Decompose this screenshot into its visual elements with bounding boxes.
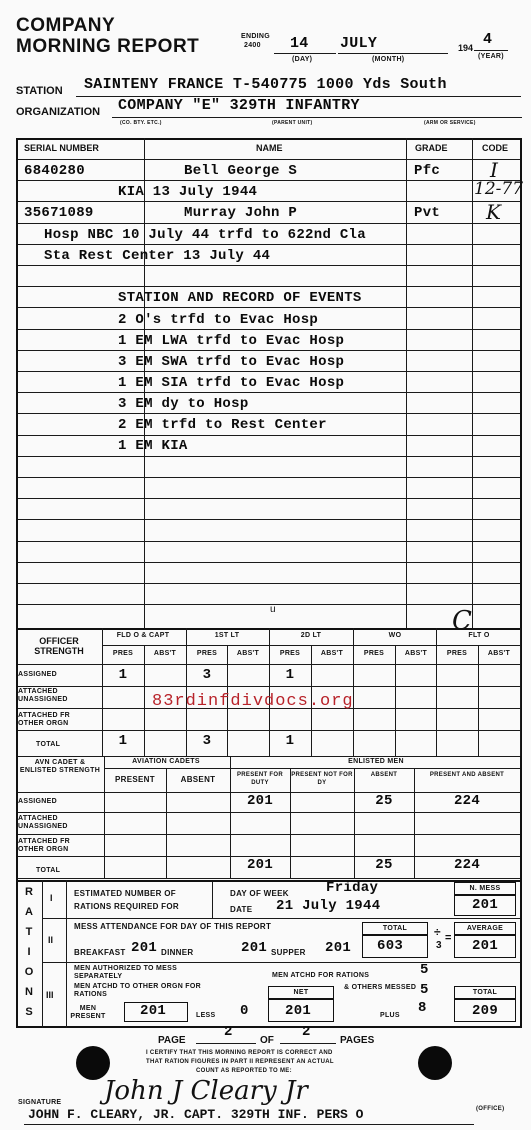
ruled-line (16, 456, 521, 457)
n-mess-value: 201 (471, 897, 499, 913)
officer-sub-header: ABS'T (320, 650, 344, 657)
certify-line-2: THAT RATION FIGURES IN PART II REPRESENT AN ACTUAL (146, 1059, 334, 1065)
roster-grade-1: Pfc (414, 163, 441, 179)
station-label: STATION (16, 85, 63, 97)
divisor-value: 3 (436, 940, 442, 951)
enlisted-row-line (16, 878, 521, 879)
org-caption-unit: (CO. BTY. ETC.) (120, 120, 162, 126)
col-header-grade: GRADE (415, 143, 448, 153)
officer-row-assigned-label: ASSIGNED (18, 671, 57, 678)
ruled-line (16, 307, 521, 308)
enlisted-col-line (104, 756, 105, 878)
total-pages: 2 (302, 1024, 311, 1040)
officer-sub-header: ABS'T (487, 650, 511, 657)
report-year: 4 (483, 31, 493, 48)
flt-o-mark: C (452, 606, 472, 636)
officer-col-line (395, 645, 396, 756)
enlisted-men-header: ENLISTED MEN (348, 758, 404, 765)
date-label: DATE (230, 905, 253, 914)
office-caption: (OFFICE) (476, 1106, 505, 1112)
page-underline (196, 1043, 256, 1044)
rations-side-letter: N (25, 986, 33, 998)
organization-underline (112, 117, 522, 118)
plus-label: PLUS (380, 1012, 400, 1019)
enlisted-row-assigned-label: ASSIGNED (18, 798, 57, 805)
n-mess-label: N. MESS (469, 885, 501, 892)
rank-1st-lt: 1ST LT (214, 632, 240, 639)
events-title: STATION AND RECORD OF EVENTS (118, 290, 362, 306)
supper-value: 201 (325, 940, 352, 956)
enlisted-sub-header: PRESENT FOR DUTY (237, 772, 283, 786)
ruled-line (16, 180, 521, 181)
ruled-line (16, 435, 521, 436)
certify-line-3: COUNT AS REPORTED TO ME: (196, 1068, 292, 1074)
ruled-line (16, 244, 521, 245)
mess-attendance-label: MESS ATTENDANCE FOR DAY OF THIS REPORT (74, 922, 272, 931)
others-messed-value: 5 (420, 982, 429, 998)
officer-sub-header: PRES (112, 650, 134, 657)
supper-label: SUPPER (271, 948, 306, 957)
ending-time: 2400 (244, 42, 261, 49)
ruled-line (16, 350, 521, 351)
ruled-line (16, 329, 521, 330)
page-label: PAGE (158, 1035, 186, 1046)
rations-i-ii-divider (42, 918, 520, 919)
of-label: OF (260, 1035, 274, 1046)
enlisted-cell: 25 (375, 857, 393, 873)
rations-ii-iii-divider (42, 962, 520, 963)
event-line-2: 1 EM LWA trfd to Evac Hosp (118, 333, 345, 349)
report-day: 14 (290, 35, 309, 52)
dinner-value: 201 (241, 940, 268, 956)
day-caption: (DAY) (292, 56, 313, 63)
ruled-line (16, 562, 521, 563)
punch-hole-right (418, 1046, 452, 1080)
roster-name-1: Bell George S (184, 163, 298, 179)
enlisted-cell: 224 (453, 793, 481, 809)
month-underline (338, 53, 448, 54)
plus-value: 8 (418, 1000, 427, 1016)
grade-code-divider (472, 138, 473, 630)
breakfast-value: 201 (131, 940, 158, 956)
roster-remark-1: Hosp NBC 10 July 44 trfd to 622nd Cla (44, 227, 366, 243)
enlisted-row-attached-unassigned-label: ATTACHED UNASSIGNED (18, 815, 68, 830)
day-of-week-value: Friday (326, 880, 379, 896)
men-present-label: MEN PRESENT (70, 1005, 106, 1020)
event-line-7: 1 EM KIA (118, 438, 188, 454)
org-caption-parent: (PARENT UNIT) (272, 120, 313, 126)
event-line-5: 3 EM dy to Hosp (118, 396, 249, 412)
rations-top-border (16, 880, 521, 882)
men-atchd-for-rations-label: MEN ATCHD FOR RATIONS (272, 972, 370, 979)
section-i-numeral: I (50, 893, 53, 903)
aviation-cadets-header: AVIATION CADETS (132, 758, 200, 765)
roster-top-border (16, 138, 521, 140)
rations-side-letter: O (24, 966, 34, 978)
net-value: 201 (285, 1003, 312, 1019)
rations-side-letter: R (25, 886, 33, 898)
mess-total-label: TOTAL (382, 925, 408, 932)
enlisted-right-border (520, 756, 522, 880)
officer-col-line (436, 628, 437, 756)
ruled-line (16, 519, 521, 520)
section-ii-numeral: II (48, 935, 54, 945)
enlisted-sub-header: ABSENT (180, 775, 216, 784)
ending-label: ENDING (241, 33, 271, 40)
punch-hole-left (76, 1046, 110, 1080)
handwritten-signature: John J Cleary Jr (104, 1076, 308, 1106)
men-atchd-other-orgn-label: MEN ATCHD TO OTHER ORGN FOR RATIONS (74, 983, 201, 998)
ruled-line (16, 541, 521, 542)
organization-value: COMPANY "E" 329TH INFANTRY (118, 97, 360, 114)
rations-numeral-divider (66, 880, 67, 1028)
less-label: LESS (196, 1012, 216, 1019)
enlisted-cell: 201 (246, 857, 274, 873)
stray-mark: u (270, 604, 276, 615)
ruled-line (16, 223, 521, 224)
year-caption: (YEAR) (478, 53, 504, 60)
officer-cell: 1 (118, 667, 128, 683)
roster-serial-3: 35671089 (24, 205, 94, 221)
pages-label: PAGES (340, 1035, 375, 1046)
rations-side-divider (42, 880, 43, 1028)
rations-side-letter: I (27, 946, 31, 958)
pages-underline (280, 1043, 336, 1044)
officer-col-line (520, 628, 521, 756)
officer-sub-header: PRES (279, 650, 301, 657)
rations-total-value: 209 (471, 1003, 499, 1019)
event-line-3: 3 EM SWA trfd to Evac Hosp (118, 354, 345, 370)
officer-sub-header: PRES (196, 650, 218, 657)
rations-i-divider (212, 882, 213, 918)
officer-cell: 1 (285, 667, 295, 683)
rations-required-label-2: RATIONS REQUIRED FOR (74, 902, 179, 911)
officer-row-total-label: TOTAL (36, 741, 61, 748)
men-auth-separately-label: MEN AUTHORIZED TO MESS SEPARATELY (74, 965, 178, 980)
rations-bottom-border (16, 1026, 521, 1028)
event-line-4: 1 EM SIA trfd to Evac Hosp (118, 375, 345, 391)
ruled-line (16, 265, 521, 266)
rank-flt-o: FLT O (468, 632, 490, 639)
dinner-label: DINNER (161, 948, 194, 957)
ruled-line (16, 477, 521, 478)
ruled-line (16, 286, 521, 287)
officer-cell: 3 (202, 667, 212, 683)
year-prefix: 194 (458, 43, 474, 53)
roster-grade-3: Pvt (414, 205, 441, 221)
officer-strength-title: OFFICER STRENGTH (34, 636, 84, 656)
enlisted-row-attached-other-label: ATTACHED FR OTHER ORGN (18, 838, 71, 853)
signer-name: JOHN F. CLEARY, JR. CAPT. 329TH INF. PERS O (28, 1107, 364, 1122)
event-line-6: 2 EM trfd to Rest Center (118, 417, 327, 433)
roster-serial-1: 6840280 (24, 163, 85, 179)
enlisted-row-line (16, 812, 521, 813)
officer-cell: 1 (285, 733, 295, 749)
station-value: SAINTENY FRANCE T-540775 1000 Yds South (84, 76, 447, 93)
year-underline (474, 50, 508, 51)
enlisted-row-line (16, 834, 521, 835)
signature-label: SIGNATURE (18, 1099, 62, 1106)
officer-sub-header: PRES (446, 650, 468, 657)
enlisted-cell: 25 (375, 793, 393, 809)
ruled-line (16, 413, 521, 414)
rations-side-letter: T (25, 926, 33, 938)
report-month: JULY (340, 35, 378, 52)
others-messed-label: & OTHERS MESSED (344, 984, 417, 991)
month-caption: (MONTH) (372, 56, 405, 63)
officer-sub-header: ABS'T (236, 650, 260, 657)
net-label: NET (293, 989, 309, 996)
enlisted-strength-title: AVN CADET & ENLISTED STRENGTH (19, 759, 101, 774)
signature-underline (24, 1124, 474, 1125)
enlisted-sub-header: PRESENT AND ABSENT (429, 772, 505, 778)
ruled-line (16, 159, 521, 160)
enlisted-sub-header: PRESENT (115, 775, 155, 784)
men-present-value: 201 (140, 1003, 167, 1019)
officer-col-line (144, 645, 145, 756)
rations-side-letter: S (25, 1006, 33, 1018)
officer-row-attached-other-label: ATTACHED FR OTHER ORGN (18, 712, 71, 727)
ruled-line (16, 392, 521, 393)
enlisted-row-total-label: TOTAL (36, 867, 61, 874)
enlisted-sub-header: ABSENT (370, 772, 398, 778)
men-atchd-for-rations-value: 5 (420, 962, 429, 978)
name-grade-divider (406, 138, 407, 630)
col-header-name: NAME (256, 143, 283, 153)
roster-code-1: I (490, 158, 498, 182)
enlisted-cell: 201 (246, 793, 274, 809)
officer-row-line (16, 756, 521, 757)
page-number: 2 (224, 1024, 233, 1040)
roster-remark-2: Sta Rest Center 13 July 44 (44, 248, 271, 264)
roster-left-border (16, 138, 18, 630)
date-value: 21 July 1944 (276, 898, 381, 914)
ruled-line (16, 201, 521, 202)
officer-row-attached-unassigned-label: ATTACHED UNASSIGNED (18, 688, 68, 703)
rank-2d-lt: 2D LT (300, 632, 322, 639)
officer-sub-header: ABS'T (404, 650, 428, 657)
mess-total-value: 603 (377, 938, 404, 954)
enlisted-sub-header: PRESENT NOT FOR DY (291, 772, 353, 786)
officer-cell: 1 (118, 733, 128, 749)
enlisted-cell: 224 (453, 857, 481, 873)
org-caption-arm: (ARM OR SERVICE) (424, 120, 476, 126)
average-value: 201 (471, 938, 499, 954)
equals-sign: = (445, 932, 452, 944)
section-iii-numeral: III (46, 990, 54, 1000)
rank-wo: WO (388, 632, 402, 639)
roster-right-border (520, 138, 522, 630)
roster-name-3: Murray John P (184, 205, 298, 221)
rations-right-border (520, 880, 522, 1028)
roster-code-2: 12-77 (474, 179, 524, 199)
day-of-week-label: DAY OF WEEK (230, 889, 289, 898)
ruled-line (16, 583, 521, 584)
rank-fld-o-capt: FLD O & CAPT (116, 632, 170, 639)
col-header-code: CODE (482, 143, 509, 153)
average-label: AVERAGE (466, 925, 504, 932)
form-title-line1: COMPANY (16, 15, 116, 36)
officer-sub-header: ABS'T (153, 650, 177, 657)
less-value: 0 (240, 1003, 249, 1019)
officer-col-line (478, 645, 479, 756)
day-underline (274, 53, 336, 54)
certify-line-1: I CERTIFY THAT THIS MORNING REPORT IS CORRECT AND (146, 1050, 333, 1056)
rations-total-label: TOTAL (472, 989, 498, 996)
rations-side-letter: A (25, 906, 33, 918)
rations-required-label-1: ESTIMATED NUMBER OF (74, 889, 176, 898)
ruled-line (16, 371, 521, 372)
ruled-line (16, 498, 521, 499)
ruled-line (16, 604, 521, 605)
watermark: 83rdinfdivdocs.org (152, 692, 354, 711)
enlisted-col-line (166, 768, 167, 878)
form-title-line2: MORNING REPORT (16, 36, 200, 57)
event-line-1: 2 O's trfd to Evac Hosp (118, 312, 319, 328)
roster-name-2: KIA 13 July 1944 (118, 184, 258, 200)
breakfast-label: BREAKFAST (74, 948, 126, 957)
organization-label: ORGANIZATION (16, 106, 101, 118)
roster-code-3: K (486, 200, 501, 224)
officer-cell: 3 (202, 733, 212, 749)
col-header-serial: SERIAL NUMBER (24, 143, 99, 153)
divide-sign: ÷ (434, 925, 441, 939)
officer-sub-header: PRES (363, 650, 385, 657)
